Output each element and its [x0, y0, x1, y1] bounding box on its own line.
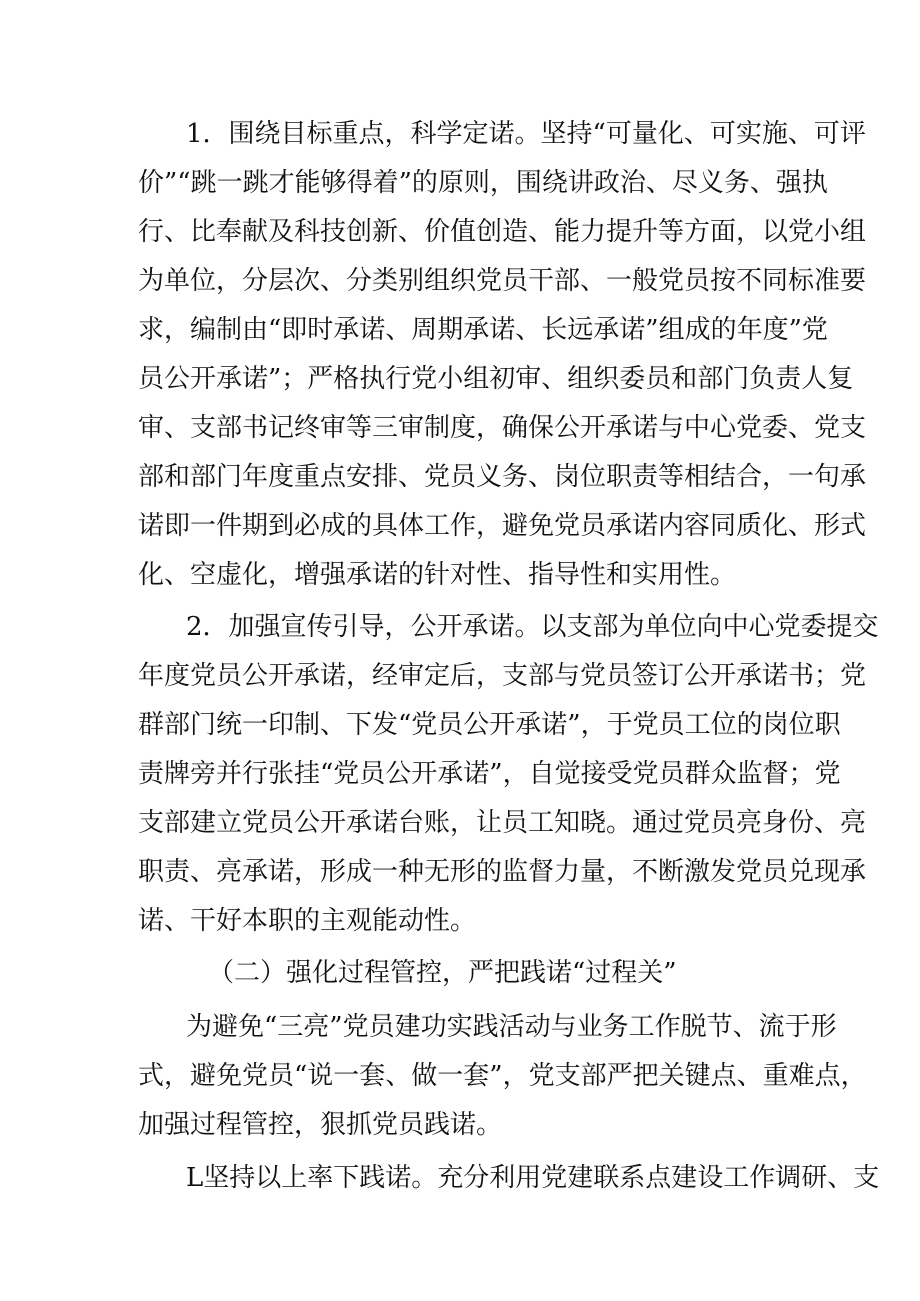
paragraph-line: 诺、干好本职的主观能动性。: [138, 906, 477, 936]
paragraph-line: L坚持以上率下践诺。充分利用党建联系点建设工作调研、支: [186, 1163, 880, 1193]
paragraph-line: 2．加强宣传引导，公开承诺。以支部为单位向中心党委提交: [186, 612, 879, 642]
paragraph-line: 责牌旁并行张挂“党员公开承诺”，自觉接受党员群众监督；党: [138, 759, 841, 789]
paragraph-line: 式，避免党员“说一套、做一套”，党支部严把关键点、重难点，: [138, 1061, 867, 1091]
paragraph-line: 为避免“三亮”党员建功实践活动与业务工作脱节、流于形: [186, 1012, 837, 1042]
paragraph-line: 1．围绕目标重点，科学定诺。坚持“可量化、可实施、可评: [186, 119, 866, 149]
paragraph-line: 员公开承诺”；严格执行党小组初审、组织委员和部门负责人复: [138, 364, 854, 394]
section-heading: （二）强化过程管控，严把践诺“过程关”: [208, 958, 677, 988]
paragraph-line: 加强过程管控，狠抓党员践诺。: [138, 1110, 503, 1140]
paragraph-line: 求，编制由“即时承诺、周期承诺、长远承诺”组成的年度”党: [138, 315, 828, 345]
paragraph-line: 审、支部书记终审等三审制度，确保公开承诺与中心党委、党支: [138, 413, 867, 443]
paragraph-line: 诺即一件期到必成的具体工作，避免党员承诺内容同质化、形式: [138, 511, 867, 541]
paragraph-line: 部和部门年度重点安排、党员义务、岗位职责等相结合，一句承: [138, 462, 867, 492]
paragraph-line: 行、比奉献及科技创新、价值创造、能力提升等方面，以党小组: [138, 217, 867, 247]
paragraph-line: 支部建立党员公开承诺台账，让员工知晓。通过党员亮身份、亮: [138, 808, 867, 838]
paragraph-line: 群部门统一印制、下发“党员公开承诺”，于党员工位的岗位职: [138, 710, 841, 740]
paragraph-line: 为单位，分层次、分类别组织党员干部、一般党员按不同标准要: [138, 266, 867, 296]
paragraph-line: 价”“跳一跳才能够得着”的原则，围绕讲政治、尽义务、强执: [138, 168, 828, 198]
paragraph-line: 年度党员公开承诺，经审定后，支部与党员签订公开承诺书；党: [138, 661, 867, 691]
paragraph-line: 化、空虚化，增强承诺的针对性、指导性和实用性。: [138, 560, 737, 590]
paragraph-line: 职责、亮承诺，形成一种无形的监督力量，不断激发党员兑现承: [138, 857, 867, 887]
